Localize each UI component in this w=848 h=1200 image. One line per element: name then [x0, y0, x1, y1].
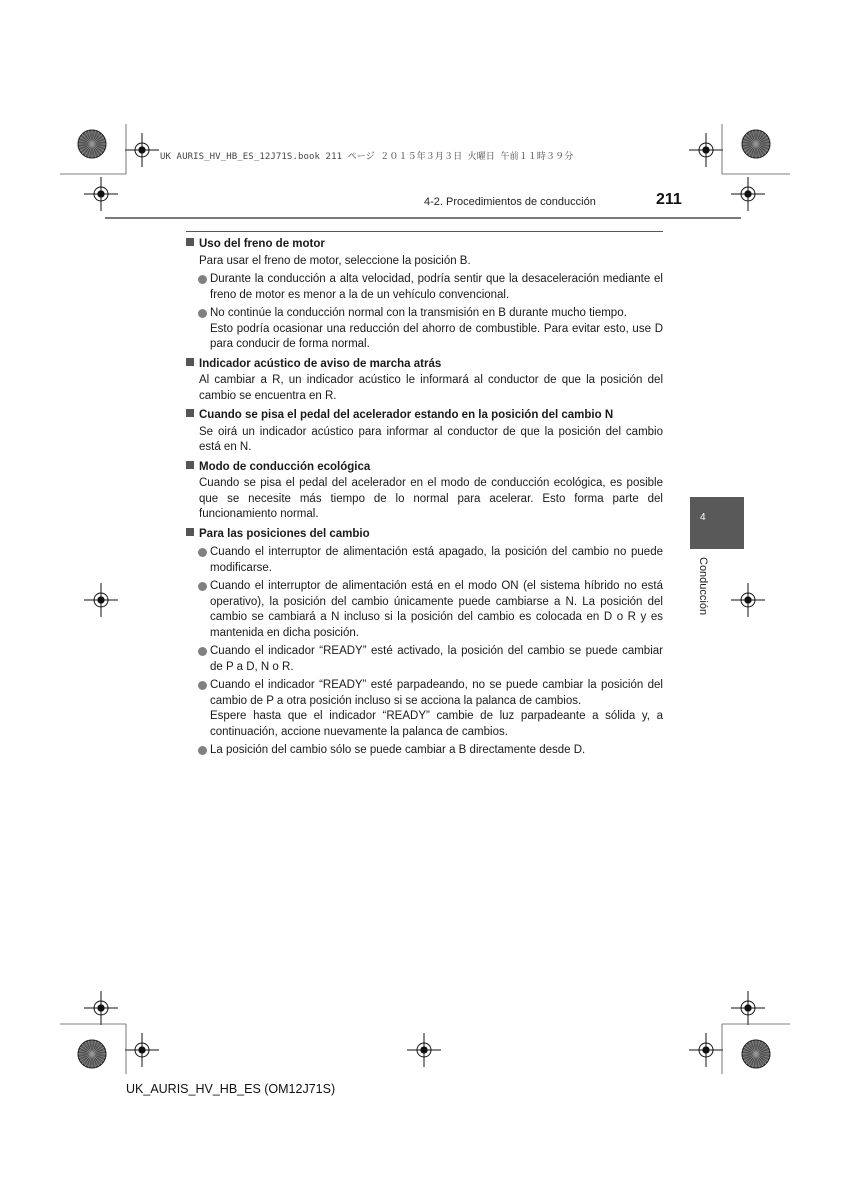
- round-bullet-icon: [198, 309, 207, 318]
- bullet-item: [186, 272, 663, 303]
- section-title-text: Indicador acústico de aviso de marcha atrás: [199, 357, 442, 370]
- content-top-rule: [186, 231, 663, 232]
- square-bullet-icon: [186, 409, 194, 417]
- bullet-line: Cuando el indicador “READY” esté parpadeando, no se puede cambiar la posición del cambio de P a otra posición incluso si se acciona la palanca de cambios.: [210, 679, 663, 707]
- bullet-line: Cuando el interruptor de alimentación está apagado, la posición del cambio no puede modificarse.: [210, 546, 663, 574]
- chapter-tab: [690, 497, 744, 549]
- bullet-line: Durante la conducción a alta velocidad, podría sentir que la desaceleración mediante el freno de motor es menor a la de un vehículo convencional.: [210, 273, 663, 301]
- section: [186, 460, 663, 523]
- section-paragraph: Se oirá un indicador acústico para informar al conductor de que la posición del cambio está en N.: [199, 425, 663, 453]
- bullet-line: Esto podría ocasionar una reducción del ahorro de combustible. Para evitar esto, use D para conducir de forma normal.: [210, 322, 663, 350]
- section-title-text: Modo de conducción ecológica: [199, 460, 371, 473]
- bullet-item: [186, 678, 663, 740]
- chapter-tab-number: 4: [700, 512, 706, 523]
- section: [186, 408, 663, 456]
- bullet-item: [186, 743, 663, 759]
- section-title-text: Para las posiciones del cambio: [199, 527, 370, 540]
- section: [186, 527, 663, 759]
- round-bullet-icon: [198, 647, 207, 656]
- header-rule: [105, 217, 741, 219]
- round-bullet-icon: [198, 275, 207, 284]
- bullet-text: [210, 272, 663, 303]
- section-title: [186, 357, 663, 373]
- bullet-line: La posición del cambio sólo se puede cambiar a B directamente desde D.: [210, 744, 586, 756]
- section: [186, 237, 663, 353]
- chapter-tab-label: Conducción: [697, 557, 709, 616]
- section: [186, 357, 663, 405]
- bullet-text: [210, 545, 663, 576]
- print-info-line: UK AURIS_HV_HB_ES_12J71S.book 211 ページ ２０１５年３月３日 火曜日 午前１１時３９分: [160, 152, 574, 162]
- bullet-text: [210, 644, 663, 675]
- bullet-item: [186, 306, 663, 353]
- bullet-text: [210, 743, 663, 759]
- round-bullet-icon: [198, 548, 207, 557]
- running-head-title: 4-2. Procedimientos de conducción: [424, 196, 596, 208]
- bullet-item: [186, 545, 663, 576]
- section-title: [186, 237, 663, 253]
- main-content: [186, 237, 663, 763]
- section-title: [186, 408, 663, 424]
- section-paragraph: Al cambiar a R, un indicador acústico le informará al conductor de que la posición del cambio se encuentra en R.: [199, 374, 663, 402]
- page-number: 211: [656, 191, 682, 208]
- footer-book-code: UK_AURIS_HV_HB_ES (OM12J71S): [126, 1082, 336, 1096]
- bullet-text: [210, 306, 663, 353]
- bullet-item: [186, 644, 663, 675]
- round-bullet-icon: [198, 746, 207, 755]
- square-bullet-icon: [186, 238, 194, 246]
- bullet-item: [186, 579, 663, 641]
- bullet-line: No continúe la conducción normal con la transmisión en B durante mucho tiempo.: [210, 307, 627, 319]
- section-paragraph: Cuando se pisa el pedal del acelerador en el modo de conducción ecológica, es posible que se necesite más tiempo de lo normal para acelerar. Esto forma parte del funcionamiento normal.: [199, 477, 663, 520]
- bullet-text: [210, 678, 663, 740]
- square-bullet-icon: [186, 528, 194, 536]
- bullet-line: Espere hasta que el indicador “READY” cambie de luz parpadeante a sólida y, a continuación, accione nuevamente la palanca de cambios.: [210, 710, 663, 738]
- bullet-text: [210, 579, 663, 641]
- bullet-line: Cuando el indicador “READY” esté activado, la posición del cambio se puede cambiar de P a D, N o R.: [210, 645, 663, 673]
- section-title: [186, 460, 663, 476]
- bullet-line: Cuando el interruptor de alimentación está en el modo ON (el sistema híbrido no está operativo), la posición del cambio únicamente puede cambiarse a N. La posición del cambio se cambiará a N incluso si la posición del cambio es colocada en D o R y es mantenida en dicha posición.: [210, 580, 663, 639]
- square-bullet-icon: [186, 358, 194, 366]
- square-bullet-icon: [186, 461, 194, 469]
- section-title: [186, 527, 663, 543]
- round-bullet-icon: [198, 681, 207, 690]
- section-title-text: Cuando se pisa el pedal del acelerador estando en la posición del cambio N: [199, 409, 614, 421]
- section-paragraph: Para usar el freno de motor, seleccione la posición B.: [199, 254, 471, 267]
- section-title-text: Uso del freno de motor: [199, 238, 325, 250]
- round-bullet-icon: [198, 582, 207, 591]
